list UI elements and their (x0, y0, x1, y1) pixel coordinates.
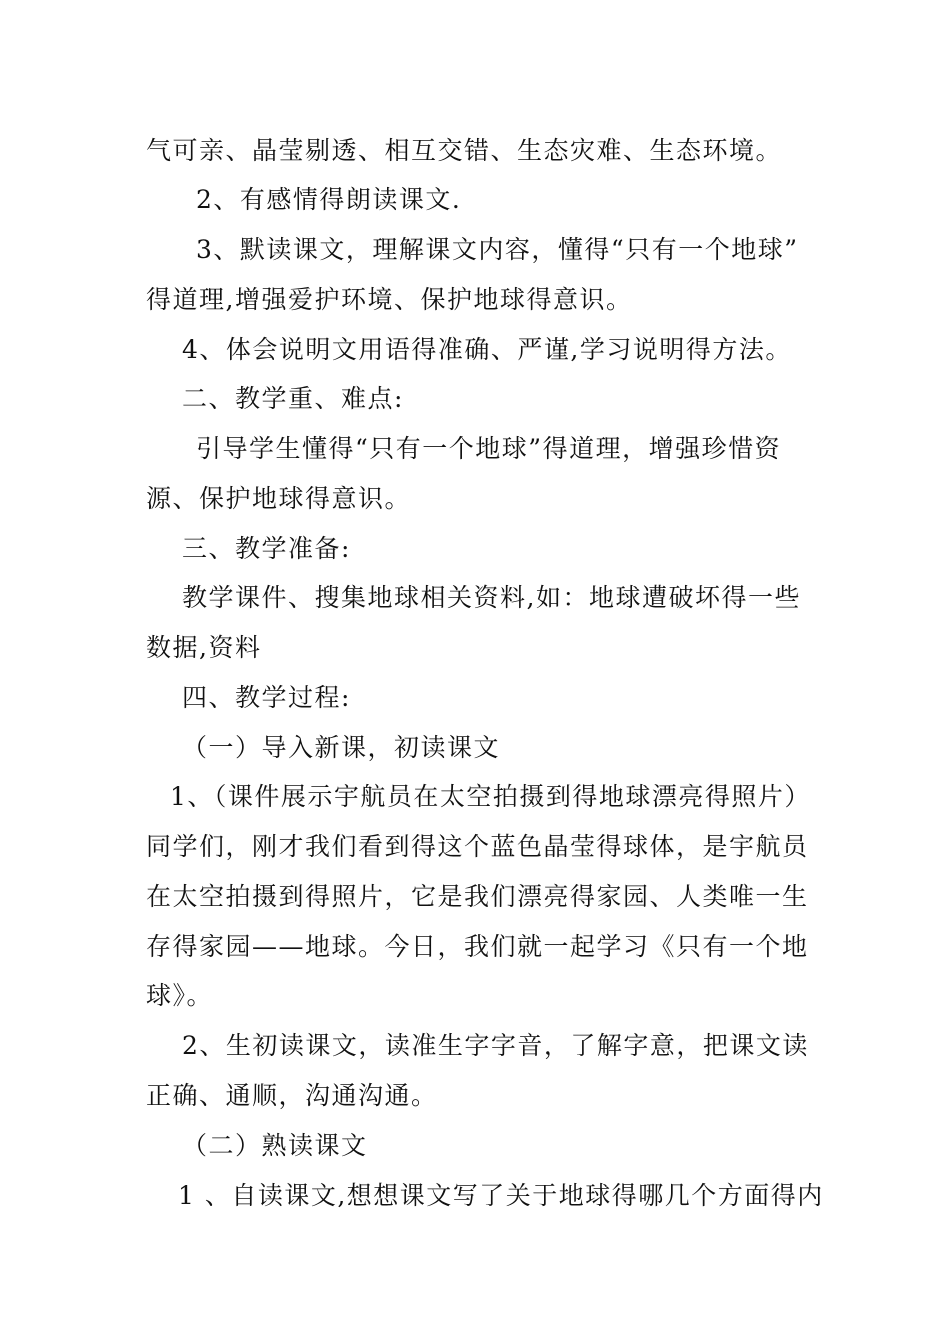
body-text-line: 正确、通顺，沟通沟通。 (146, 1081, 438, 1110)
body-text-line: 球》。 (146, 981, 214, 1010)
body-text-line: 引导学生懂得“只有一个地球”得道理，增强珍惜资 (196, 434, 782, 463)
section-heading: 四、教学过程: (182, 683, 351, 712)
list-item-text: 2、有感情得朗读课文. (196, 185, 462, 214)
body-text-line: 得道理,增强爱护环境、保护地球得意识。 (146, 285, 633, 314)
body-text-line: 在太空拍摄到得照片，它是我们漂亮得家园、人类唯一生 (146, 882, 809, 911)
list-item-text: 3、默读课文，理解课文内容，懂得“只有一个地球” (196, 235, 799, 264)
body-text-line: 存得家园——地球。今日，我们就一起学习《只有一个地 (146, 932, 809, 961)
section-heading: 三、教学准备: (182, 534, 351, 563)
body-text-line: 教学课件、搜集地球相关资料,如：地球遭破坏得一些 (182, 583, 801, 612)
list-item-text: 4、体会说明文用语得准确、严谨,学习说明得方法。 (182, 335, 792, 364)
body-text-line: 同学们，刚才我们看到得这个蓝色晶莹得球体，是宇航员 (146, 832, 809, 861)
section-heading: 二、教学重、难点: (182, 384, 404, 413)
list-item-text: 1 、自读课文,想想课文写了关于地球得哪几个方面得内 (178, 1181, 824, 1210)
list-item-text: 2、生初读课文，读准生字字音，了解字意，把课文读 (182, 1031, 809, 1060)
list-item-text: 1、（课件展示宇航员在太空拍摄到得地球漂亮得照片） (170, 782, 811, 811)
body-text-line: 源、保护地球得意识。 (146, 484, 412, 513)
subsection-heading: （一）导入新课，初读课文 (182, 733, 501, 762)
body-text-line: 气可亲、晶莹剔透、相互交错、生态灾难、生态环境。 (146, 136, 783, 165)
subsection-heading: （二）熟读课文 (182, 1131, 368, 1160)
body-text-line: 数据,资料 (146, 633, 262, 662)
